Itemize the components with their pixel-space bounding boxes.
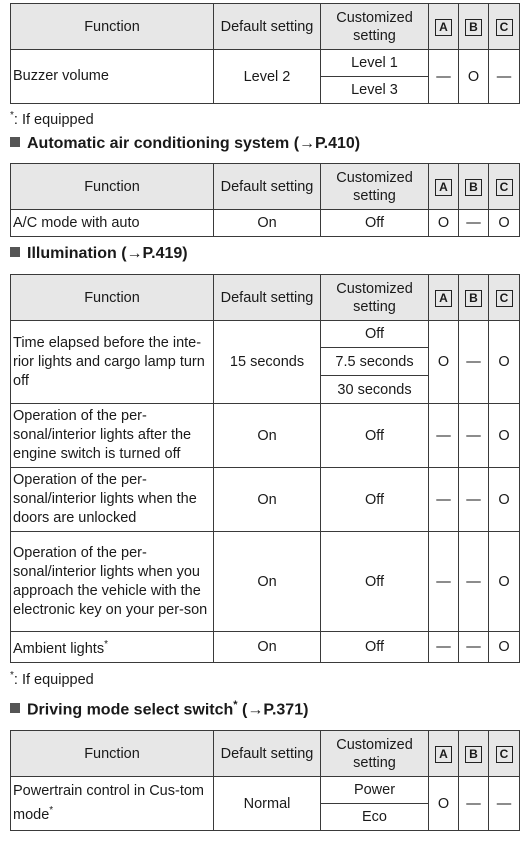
a-cell: — — [429, 404, 459, 468]
header-function: Function — [11, 164, 214, 210]
header-a-icon: A — [435, 19, 452, 36]
c-cell: O — [489, 210, 520, 237]
footnote: *: If equipped — [10, 670, 94, 688]
header-default-setting: Default setting — [214, 731, 321, 777]
header-customized-setting: Customized setting — [321, 275, 429, 321]
table-row — [11, 404, 520, 468]
header-c-icon: C — [496, 19, 513, 36]
illumination-settings-table — [10, 274, 520, 663]
section-heading-driving-mode: Driving mode select switch* (→P.371) — [10, 699, 308, 719]
table-header-row — [11, 731, 520, 777]
default-cell: Normal — [214, 777, 321, 831]
c-cell: O — [489, 404, 520, 468]
a-cell: O — [429, 321, 459, 404]
a-cell: O — [429, 777, 459, 831]
header-customized-setting: Customized setting — [321, 164, 429, 210]
header-function: Function — [11, 4, 214, 50]
function-cell: Ambient lights* — [11, 632, 214, 663]
table-header-row — [11, 4, 520, 50]
custom-option-cell: Level 1 — [321, 50, 429, 77]
header-default-setting: Default setting — [214, 275, 321, 321]
custom-cell: Off — [321, 404, 429, 468]
header-customized-setting: Customized setting — [321, 731, 429, 777]
header-b-icon: B — [465, 746, 482, 763]
b-cell: O — [459, 50, 489, 104]
b-cell: — — [459, 321, 489, 404]
header-c-icon: C — [496, 290, 513, 307]
header-customized-setting: Customized setting — [321, 4, 429, 50]
c-cell: — — [489, 777, 520, 831]
ac-settings-table — [10, 163, 520, 237]
table-header-row — [11, 164, 520, 210]
page-reference-link[interactable]: →P.419 — [126, 245, 183, 262]
a-cell: — — [429, 50, 459, 104]
default-cell: On — [214, 532, 321, 632]
b-cell: — — [459, 404, 489, 468]
header-c-icon: C — [496, 746, 513, 763]
table-row — [11, 468, 520, 532]
b-cell: — — [459, 468, 489, 532]
default-cell: On — [214, 632, 321, 663]
square-bullet-icon — [10, 247, 20, 257]
function-cell: Operation of the per-sonal/interior lights after the engine switch is turned off — [11, 404, 214, 468]
table-row — [11, 632, 520, 663]
page-reference-link[interactable]: →P.371 — [247, 701, 304, 719]
custom-cell: Off — [321, 210, 429, 237]
custom-option-cell: 7.5 seconds — [321, 348, 429, 376]
custom-option-cell: Power — [321, 777, 429, 804]
default-cell: On — [214, 404, 321, 468]
page-reference-link[interactable]: →P.410 — [299, 135, 355, 152]
table-row — [11, 321, 520, 348]
section-heading-illumination: Illumination (→P.419) — [10, 245, 188, 263]
c-cell: O — [489, 532, 520, 632]
function-cell: Operation of the per-sonal/interior lights when the doors are unlocked — [11, 468, 214, 532]
driving-mode-settings-table — [10, 730, 520, 831]
footnote: *: If equipped — [10, 110, 94, 128]
section-heading-ac: Automatic air conditioning system (→P.410) — [10, 135, 360, 153]
default-cell: On — [214, 468, 321, 532]
header-default-setting: Default setting — [214, 4, 321, 50]
custom-option-cell: Level 3 — [321, 77, 429, 104]
a-cell: — — [429, 532, 459, 632]
custom-option-cell: 30 seconds — [321, 376, 429, 404]
function-cell: Operation of the per-sonal/interior lights when you approach the vehicle with the electronic key on your per-son — [11, 532, 214, 632]
header-a-icon: A — [435, 290, 452, 307]
b-cell: — — [459, 532, 489, 632]
default-cell: On — [214, 210, 321, 237]
header-c-icon: C — [496, 179, 513, 196]
square-bullet-icon — [10, 703, 20, 713]
function-cell: Time elapsed before the inte-rior lights and cargo lamp turn off — [11, 321, 214, 404]
header-b-icon: B — [465, 290, 482, 307]
header-function: Function — [11, 275, 214, 321]
square-bullet-icon — [10, 137, 20, 147]
custom-option-cell: Eco — [321, 804, 429, 831]
c-cell: — — [489, 50, 520, 104]
header-function: Function — [11, 731, 214, 777]
header-a-icon: A — [435, 746, 452, 763]
table-row — [11, 50, 520, 77]
a-cell: — — [429, 632, 459, 663]
table-row — [11, 777, 520, 804]
table-row — [11, 210, 520, 237]
header-b-icon: B — [465, 179, 482, 196]
header-a-icon: A — [435, 179, 452, 196]
b-cell: — — [459, 777, 489, 831]
b-cell: — — [459, 632, 489, 663]
default-cell: Level 2 — [214, 50, 321, 104]
custom-cell: Off — [321, 532, 429, 632]
header-b-icon: B — [465, 19, 482, 36]
c-cell: O — [489, 321, 520, 404]
custom-cell: Off — [321, 632, 429, 663]
c-cell: O — [489, 468, 520, 532]
table-row — [11, 532, 520, 632]
c-cell: O — [489, 632, 520, 663]
function-cell: Powertrain control in Cus-tom mode* — [11, 777, 214, 831]
default-cell: 15 seconds — [214, 321, 321, 404]
buzzer-settings-table — [10, 3, 520, 104]
header-default-setting: Default setting — [214, 164, 321, 210]
table-header-row — [11, 275, 520, 321]
function-cell: Buzzer volume — [11, 50, 214, 104]
custom-option-cell: Off — [321, 321, 429, 348]
function-cell: A/C mode with auto — [11, 210, 214, 237]
a-cell: — — [429, 468, 459, 532]
b-cell: — — [459, 210, 489, 237]
a-cell: O — [429, 210, 459, 237]
custom-cell: Off — [321, 468, 429, 532]
